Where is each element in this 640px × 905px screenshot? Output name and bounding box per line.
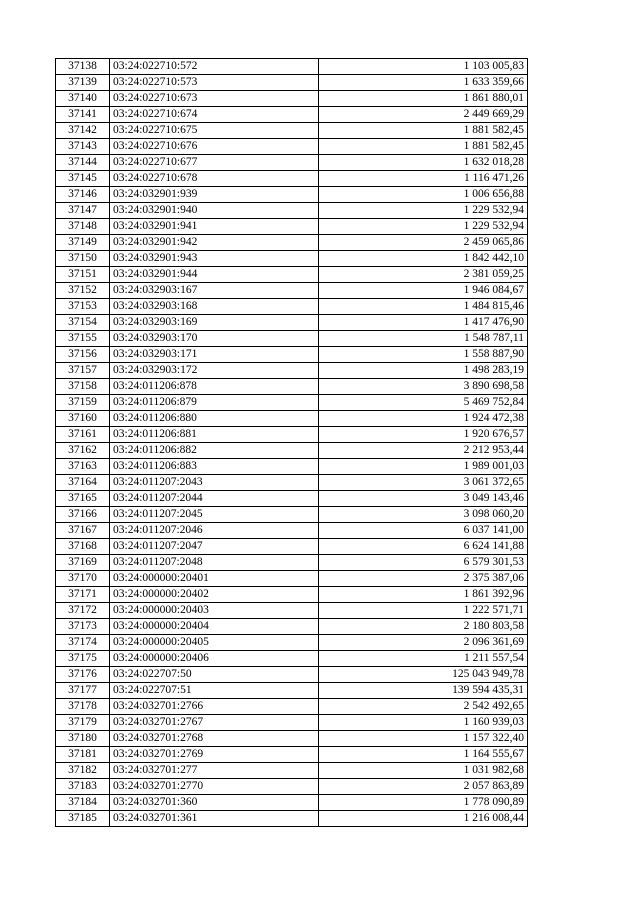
value-cell: 1 946 084,67 <box>319 283 528 299</box>
value-cell: 1 633 359,66 <box>319 75 528 91</box>
row-number-cell: 37179 <box>56 715 110 731</box>
row-number-cell: 37160 <box>56 411 110 427</box>
cadastral-number-cell: 03:24:022710:573 <box>110 75 319 91</box>
cadastral-number-cell: 03:24:011206:882 <box>110 443 319 459</box>
row-number-cell: 37161 <box>56 427 110 443</box>
row-number-cell: 37185 <box>56 811 110 827</box>
row-number-cell: 37175 <box>56 651 110 667</box>
value-cell: 1 103 005,83 <box>319 59 528 75</box>
table-row <box>56 443 528 459</box>
value-cell: 1 498 283,19 <box>319 363 528 379</box>
cadastral-number-cell: 03:24:011206:879 <box>110 395 319 411</box>
table-row <box>56 779 528 795</box>
row-number-cell: 37146 <box>56 187 110 203</box>
value-cell: 1 484 815,46 <box>319 299 528 315</box>
cadastral-number-cell: 03:24:022707:50 <box>110 667 319 683</box>
cadastral-number-cell: 03:24:032903:172 <box>110 363 319 379</box>
value-cell: 2 375 387,06 <box>319 571 528 587</box>
table-row <box>56 363 528 379</box>
row-number-cell: 37139 <box>56 75 110 91</box>
table-row <box>56 811 528 827</box>
value-cell: 1 920 676,57 <box>319 427 528 443</box>
row-number-cell: 37167 <box>56 523 110 539</box>
cadastral-number-cell: 03:24:000000:20406 <box>110 651 319 667</box>
cadastral-number-cell: 03:24:032903:171 <box>110 347 319 363</box>
row-number-cell: 37144 <box>56 155 110 171</box>
value-cell: 139 594 435,31 <box>319 683 528 699</box>
table-row <box>56 395 528 411</box>
row-number-cell: 37166 <box>56 507 110 523</box>
cadastral-number-cell: 03:24:022710:674 <box>110 107 319 123</box>
value-cell: 6 579 301,53 <box>319 555 528 571</box>
value-cell: 1 548 787,11 <box>319 331 528 347</box>
table-body <box>56 59 528 827</box>
value-cell: 1 006 656,88 <box>319 187 528 203</box>
value-cell: 2 212 953,44 <box>319 443 528 459</box>
table-row <box>56 475 528 491</box>
table-row <box>56 123 528 139</box>
value-cell: 1 861 392,96 <box>319 587 528 603</box>
table-row <box>56 699 528 715</box>
table-row <box>56 635 528 651</box>
row-number-cell: 37150 <box>56 251 110 267</box>
value-cell: 1 216 008,44 <box>319 811 528 827</box>
value-cell: 2 542 492,65 <box>319 699 528 715</box>
value-cell: 1 632 018,28 <box>319 155 528 171</box>
cadastral-number-cell: 03:24:032903:170 <box>110 331 319 347</box>
row-number-cell: 37158 <box>56 379 110 395</box>
row-number-cell: 37184 <box>56 795 110 811</box>
row-number-cell: 37153 <box>56 299 110 315</box>
table-row <box>56 411 528 427</box>
row-number-cell: 37149 <box>56 235 110 251</box>
value-cell: 1 417 476,90 <box>319 315 528 331</box>
cadastral-number-cell: 03:24:011207:2044 <box>110 491 319 507</box>
table-row <box>56 667 528 683</box>
row-number-cell: 37173 <box>56 619 110 635</box>
table-row <box>56 603 528 619</box>
value-cell: 1 842 442,10 <box>319 251 528 267</box>
cadastral-number-cell: 03:24:032901:944 <box>110 267 319 283</box>
table-row <box>56 139 528 155</box>
row-number-cell: 37157 <box>56 363 110 379</box>
value-cell: 3 098 060,20 <box>319 507 528 523</box>
row-number-cell: 37140 <box>56 91 110 107</box>
cadastral-number-cell: 03:24:032903:169 <box>110 315 319 331</box>
cadastral-number-cell: 03:24:032903:168 <box>110 299 319 315</box>
row-number-cell: 37177 <box>56 683 110 699</box>
table-row <box>56 59 528 75</box>
table-row <box>56 267 528 283</box>
cadastral-number-cell: 03:24:032701:360 <box>110 795 319 811</box>
value-cell: 1 160 939,03 <box>319 715 528 731</box>
value-cell: 1 989 001,03 <box>319 459 528 475</box>
value-cell: 1 157 322,40 <box>319 731 528 747</box>
value-cell: 1 229 532,94 <box>319 203 528 219</box>
row-number-cell: 37159 <box>56 395 110 411</box>
cadastral-number-cell: 03:24:011207:2048 <box>110 555 319 571</box>
table-row <box>56 587 528 603</box>
table-row <box>56 347 528 363</box>
table-row <box>56 427 528 443</box>
cadastral-number-cell: 03:24:022710:673 <box>110 91 319 107</box>
cadastral-number-cell: 03:24:032701:2766 <box>110 699 319 715</box>
row-number-cell: 37163 <box>56 459 110 475</box>
row-number-cell: 37155 <box>56 331 110 347</box>
cadastral-number-cell: 03:24:011206:881 <box>110 427 319 443</box>
table-row <box>56 219 528 235</box>
value-cell: 1 222 571,71 <box>319 603 528 619</box>
cadastral-number-cell: 03:24:000000:20402 <box>110 587 319 603</box>
cadastral-number-cell: 03:24:032901:940 <box>110 203 319 219</box>
table-row <box>56 555 528 571</box>
table-row <box>56 747 528 763</box>
value-cell: 5 469 752,84 <box>319 395 528 411</box>
cadastral-number-cell: 03:24:032701:2767 <box>110 715 319 731</box>
table-row <box>56 107 528 123</box>
cadastral-number-cell: 03:24:000000:20405 <box>110 635 319 651</box>
cadastral-number-cell: 03:24:011206:883 <box>110 459 319 475</box>
value-cell: 2 096 361,69 <box>319 635 528 651</box>
row-number-cell: 37183 <box>56 779 110 795</box>
row-number-cell: 37178 <box>56 699 110 715</box>
cadastral-number-cell: 03:24:011206:878 <box>110 379 319 395</box>
value-cell: 1 211 557,54 <box>319 651 528 667</box>
table-row <box>56 731 528 747</box>
value-cell: 3 890 698,58 <box>319 379 528 395</box>
cadastral-number-cell: 03:24:032701:277 <box>110 763 319 779</box>
row-number-cell: 37152 <box>56 283 110 299</box>
value-cell: 1 229 532,94 <box>319 219 528 235</box>
row-number-cell: 37170 <box>56 571 110 587</box>
table-row <box>56 75 528 91</box>
row-number-cell: 37174 <box>56 635 110 651</box>
cadastral-number-cell: 03:24:022710:678 <box>110 171 319 187</box>
row-number-cell: 37138 <box>56 59 110 75</box>
value-cell: 3 061 372,65 <box>319 475 528 491</box>
cadastral-number-cell: 03:24:011207:2043 <box>110 475 319 491</box>
row-number-cell: 37151 <box>56 267 110 283</box>
row-number-cell: 37142 <box>56 123 110 139</box>
cadastral-number-cell: 03:24:022707:51 <box>110 683 319 699</box>
table-row <box>56 763 528 779</box>
cadastral-number-cell: 03:24:032901:942 <box>110 235 319 251</box>
value-cell: 1 881 582,45 <box>319 139 528 155</box>
cadastral-number-cell: 03:24:022710:676 <box>110 139 319 155</box>
row-number-cell: 37141 <box>56 107 110 123</box>
row-number-cell: 37156 <box>56 347 110 363</box>
row-number-cell: 37176 <box>56 667 110 683</box>
table-row <box>56 651 528 667</box>
cadastral-number-cell: 03:24:011207:2047 <box>110 539 319 555</box>
table-row <box>56 571 528 587</box>
table-row <box>56 459 528 475</box>
table-row <box>56 539 528 555</box>
cadastral-number-cell: 03:24:000000:20403 <box>110 603 319 619</box>
value-cell: 1 558 887,90 <box>319 347 528 363</box>
cadastral-number-cell: 03:24:000000:20404 <box>110 619 319 635</box>
row-number-cell: 37168 <box>56 539 110 555</box>
cadastral-number-cell: 03:24:022710:675 <box>110 123 319 139</box>
row-number-cell: 37181 <box>56 747 110 763</box>
value-cell: 1 881 582,45 <box>319 123 528 139</box>
row-number-cell: 37147 <box>56 203 110 219</box>
cadastral-number-cell: 03:24:032701:2770 <box>110 779 319 795</box>
value-cell: 1 861 880,01 <box>319 91 528 107</box>
row-number-cell: 37145 <box>56 171 110 187</box>
value-cell: 1 116 471,26 <box>319 171 528 187</box>
value-cell: 6 037 141,00 <box>319 523 528 539</box>
table-row <box>56 155 528 171</box>
value-cell: 2 459 065,86 <box>319 235 528 251</box>
table-row <box>56 715 528 731</box>
table-row <box>56 235 528 251</box>
data-table <box>55 58 528 827</box>
cadastral-number-cell: 03:24:022710:677 <box>110 155 319 171</box>
value-cell: 1 164 555,67 <box>319 747 528 763</box>
cadastral-number-cell: 03:24:032701:361 <box>110 811 319 827</box>
cadastral-number-cell: 03:24:011207:2046 <box>110 523 319 539</box>
row-number-cell: 37162 <box>56 443 110 459</box>
table-row <box>56 507 528 523</box>
row-number-cell: 37148 <box>56 219 110 235</box>
value-cell: 6 624 141,88 <box>319 539 528 555</box>
row-number-cell: 37172 <box>56 603 110 619</box>
value-cell: 2 381 059,25 <box>319 267 528 283</box>
table-row <box>56 187 528 203</box>
table-row <box>56 203 528 219</box>
row-number-cell: 37165 <box>56 491 110 507</box>
cadastral-number-cell: 03:24:000000:20401 <box>110 571 319 587</box>
row-number-cell: 37169 <box>56 555 110 571</box>
value-cell: 3 049 143,46 <box>319 491 528 507</box>
table-row <box>56 171 528 187</box>
value-cell: 1 778 090,89 <box>319 795 528 811</box>
cadastral-number-cell: 03:24:011206:880 <box>110 411 319 427</box>
row-number-cell: 37180 <box>56 731 110 747</box>
cadastral-number-cell: 03:24:032701:2768 <box>110 731 319 747</box>
value-cell: 2 180 803,58 <box>319 619 528 635</box>
cadastral-number-cell: 03:24:032901:941 <box>110 219 319 235</box>
value-cell: 2 057 863,89 <box>319 779 528 795</box>
cadastral-number-cell: 03:24:032901:943 <box>110 251 319 267</box>
row-number-cell: 37182 <box>56 763 110 779</box>
table-row <box>56 299 528 315</box>
row-number-cell: 37143 <box>56 139 110 155</box>
table-row <box>56 491 528 507</box>
table-row <box>56 523 528 539</box>
row-number-cell: 37171 <box>56 587 110 603</box>
table-row <box>56 795 528 811</box>
cadastral-number-cell: 03:24:032903:167 <box>110 283 319 299</box>
table-row <box>56 379 528 395</box>
value-cell: 125 043 949,78 <box>319 667 528 683</box>
table-row <box>56 619 528 635</box>
row-number-cell: 37164 <box>56 475 110 491</box>
table-row <box>56 331 528 347</box>
value-cell: 1 924 472,38 <box>319 411 528 427</box>
table-row <box>56 315 528 331</box>
cadastral-number-cell: 03:24:032701:2769 <box>110 747 319 763</box>
value-cell: 2 449 669,29 <box>319 107 528 123</box>
table-row <box>56 683 528 699</box>
table-row <box>56 251 528 267</box>
value-cell: 1 031 982,68 <box>319 763 528 779</box>
table-row <box>56 91 528 107</box>
cadastral-number-cell: 03:24:022710:572 <box>110 59 319 75</box>
cadastral-number-cell: 03:24:032901:939 <box>110 187 319 203</box>
row-number-cell: 37154 <box>56 315 110 331</box>
table-row <box>56 283 528 299</box>
cadastral-number-cell: 03:24:011207:2045 <box>110 507 319 523</box>
